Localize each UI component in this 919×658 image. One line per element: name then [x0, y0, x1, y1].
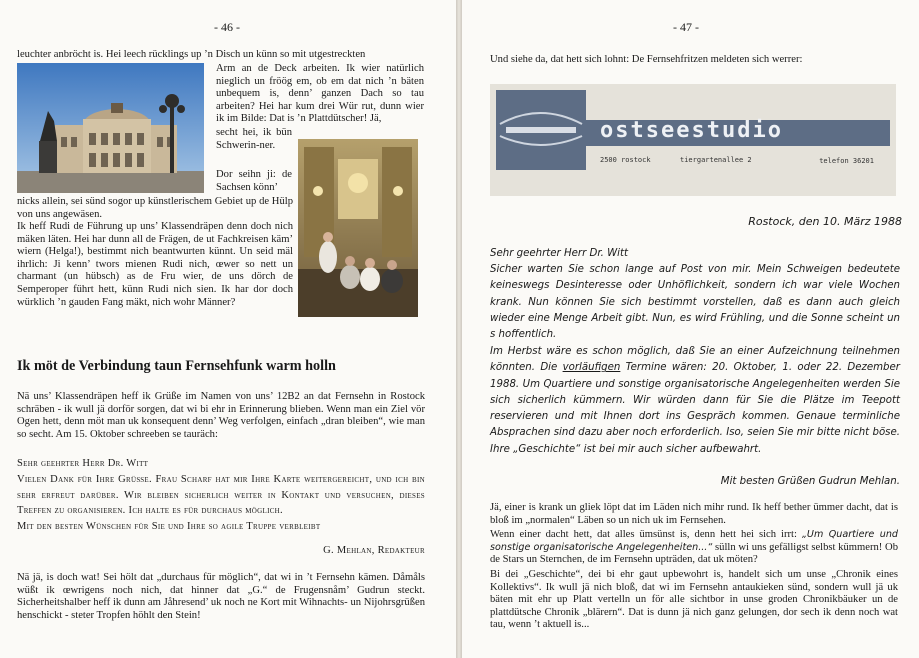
page-number: - 46 -: [214, 20, 240, 34]
letter-mehlan-1987: Sehr geehrter Herr Dr. Witt Vielen Dank für Ihre Grüße. Frau Scharf hat mir Ihre Karte weitergereicht, und ich bin sehr erfreut darüber. Wir bleiben sicherlich weiter in Kontakt und versuchen, dieses Treffen zu organisieren. Ich halte es für durchaus möglich. Mit den besten Wünschen für Sie und Ihre so agile Truppe verbleibt: [17, 458, 425, 533]
section-heading: Ik möt de Verbindung taun Fernsehfunk warm holln: [17, 358, 336, 374]
wrap-text-lower: Ik heff Rudi de Führung up uns’ Klassendräpen denn doch nich mäken läten. Hei har dunn all de Frägen, de ut Fachkreisen käm’ wiern (Helga!), bestimmt nich beantwurten künnt. Un seid mäl ihrlich: Ji kenn’ twors mienen Rudi nich, œwer so nett un charmant (un hübsch) as de Fru wier, de uns dörch de Semperoper führt hett, künn Rudi nich sien. Ik har dor doch würklich ’n gauden Fang mäkt, nich wohr Männer?: [17, 221, 293, 308]
letter-salutation: Sehr geehrter Herr Dr. Witt: [490, 248, 628, 259]
intro-line: leuchter anbröcht is. Hei leech rücklings up ’n Disch un künn so mit utgestreckten: [17, 49, 366, 60]
paragraph-krank: Jä, einer is krank un gliek löpt dat im Läden nich mihr rund. Ik heff bether ümmer dacht, dat is bloß im „normalen“ Läben so un nich uk im Fernsehen.: [490, 502, 898, 526]
letterhead-address-1: 2500 rostock: [600, 156, 651, 164]
opera-interior-photo: [298, 139, 418, 317]
wrap-text-mid: Dor seihn ji: de Sachsen könn’: [216, 169, 292, 193]
ostseestudio-letterhead: [490, 84, 896, 196]
wrap-text-upper: Arm an de Deck arbeiten. Ik wier natürlich nieglich un fröög em, ob em dat nich ’n bäten unbequem is, denn’ ganzen Dach so tau arbeiten? Hei har kum drei Wür rut, dunn wier ik im Bilde: Dat is ’n Plattdütscher! Jä,: [216, 63, 424, 125]
semperoper-photo: [17, 63, 204, 193]
intro-line: Und siehe da, dat hett sich lohnt: De Fernsehfritzen meldeten sich werrer:: [490, 54, 803, 65]
paragraph-quartiere: Wenn einer dacht hett, dat alles ümsünst is, denn hett hei sich irrt: „Um Quartiere und sonstige organisatorische Angelegenheiten...“ sülln wi uns gefälligst selbst kümmern! Ob de Stars un Sternchen, de im Fernsehn upträden, dat uk möten?: [490, 529, 898, 566]
letterhead-address-2: tiergartenallee 2: [680, 156, 752, 164]
underlined-word: vorläufigen: [562, 362, 621, 374]
page-number: - 47 -: [673, 20, 699, 34]
letter-date: Rostock, den 10. März 1988: [748, 215, 902, 228]
wrap-text-narrow: secht hei, ik bün Schwerin-ner.: [216, 127, 292, 151]
wrap-text-full: nicks allein, sei sünd sogor up künstlerischem Gebiet up de Hülp von uns angewäsen.: [17, 196, 293, 220]
letter-paragraph-2: Im Herbst wäre es schon möglich, daß Sie an einer Aufzeichnung teilnehmen könnten. Die vorläufigen Termine wären: 20. Oktober, 1. oder 22. Dezember 1988. Um Quartiere und sonstige organisatorische Angelegenheiten werden Sie sich sicherlich kümmern. Wir würden dann für Sie die Plätze im Teepott reservieren und mit Ihnen dort ins Gespräch kommen. Genaue terminliche Absprachen sind dazu aber noch erforderlich. Iso, seien Sie mir bitte nicht böse. Ihre „Geschichte“ ist bei mir auch sicher aufbewahrt.: [490, 346, 900, 455]
paragraph-durchaus-moeglich: Nä jä, is doch wat! Sei hölt dat „durchaus für möglich“, dat wi in ’t Fernsehn kämen. Dåmåls wüßt ik œwrigens noch nich, dat hinner dat „G.“ de Frugensnåm’ Gudrun steckt. Sicherheitshalber heff ik dunn am Jåhresend’ uk noch ne Kort mit Wihnachts- un Nijohrsgrüßen henschickt - steter Tropfen höhlt den Stein!: [17, 572, 425, 621]
paragraph-chronik: Bi dei „Geschichte“, dei bi ehr gaut upbewohrt is, handelt sich um unse „Chronik eines Kollektivs“. Ik wull jä nich bloß, dat wi im Fernsehn antaukieken sünd, sondern wull jä uk bäten mit ehr up Platt vertelln un för alle sichtbor in unse groden Chronikbäuker un de plattdütsche Chronik „blärern“. Dat is dunn jä nich ganz gelungen, dor sech ik denn noch wat tau, wenn ’t aktuell is...: [490, 569, 898, 631]
left-page: [0, 0, 456, 658]
letter-closing: Mit besten Grüßen Gudrun Mehlan.: [720, 476, 900, 487]
right-page: [462, 0, 919, 658]
letter-signature: G. Mehlan, Redakteur: [323, 545, 425, 556]
letter-paragraph-1: Sicher warten Sie schon lange auf Post von mir. Mein Schweigen bedeutete keineswegs Desinteresse oder Unhöflichkeit, sondern ich war viele Wochen krank. Nun können Sie sich bestimmt vorstellen, daß es dann auch gleich wieder eine Menge Arbeit gibt. Nun, es wird Frühling, und die Sonne scheint un s hoffentlich.: [490, 264, 900, 341]
paragraph-klassendraepen: Nä uns’ Klassendräpen heff ik Grüße im Namen von uns’ 12B2 an dat Fernsehn in Rostock schräben - ik wull jä dorför sorgen, dat wi bi ehr in Erinnerung blieben. Wenn man ein Ziel vör Ogen hett, denn möt man uk konsequent denn’ Weg verfolgen, einfach „dran bleiben“, wie man so secht. Am 15. Oktober schreeben se tauräch:: [17, 391, 425, 440]
letterhead-address-3: telefon 36201: [819, 157, 874, 165]
letterhead-brand: ostseestudio: [600, 118, 783, 143]
